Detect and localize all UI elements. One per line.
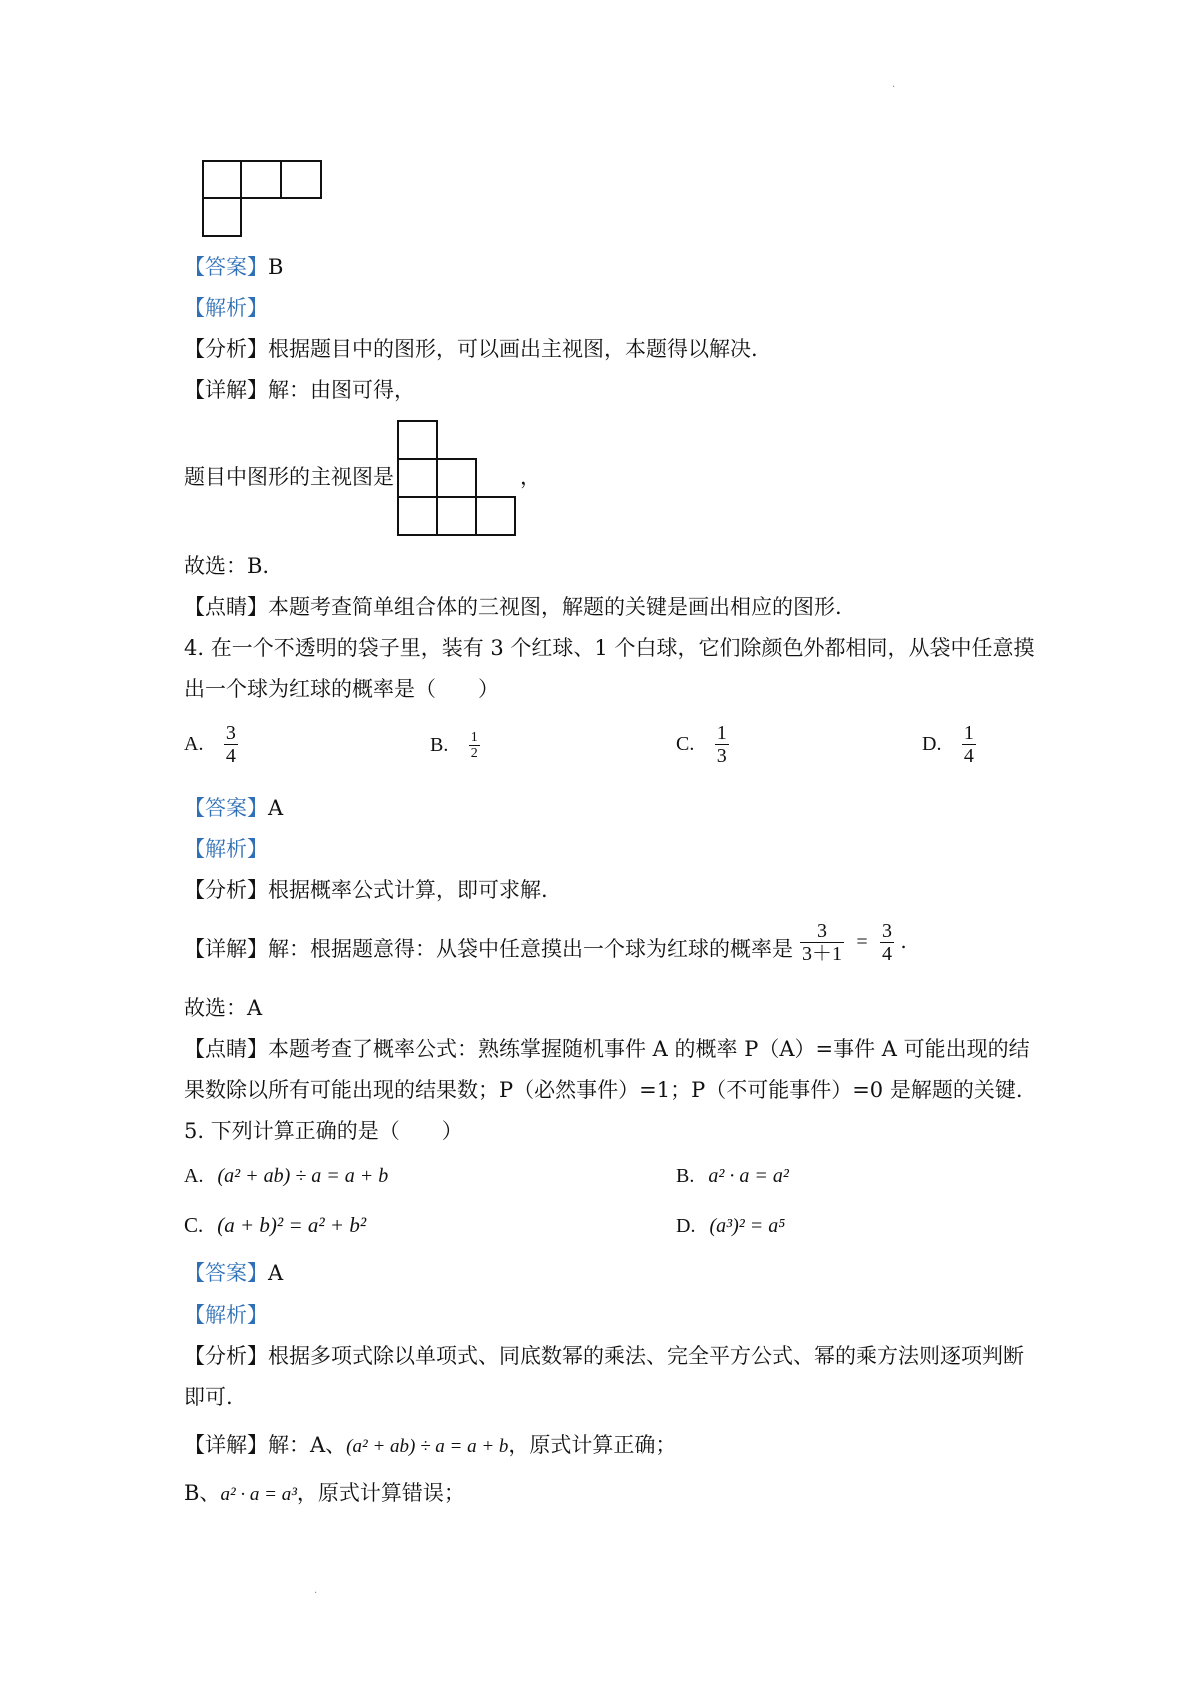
option-d-expr: (a³)² = a⁵: [709, 1215, 786, 1237]
formula-equals: =: [856, 931, 868, 953]
xiangjie-text: 解：根据题意得：从袋中任意摸出一个球为红球的概率是: [268, 937, 793, 961]
scan-dot: ·: [892, 82, 896, 93]
q5-fenxi-line2: 即可.: [184, 1385, 233, 1409]
q4-option-c: C. $\frac{1}{3}$: [676, 722, 727, 767]
main-view-figure-icon: [397, 420, 519, 536]
main-view-text: 题目中图形的主视图是: [184, 465, 394, 489]
dianjing-tag: 【点睛】: [184, 1037, 268, 1061]
q4-xiangjie-line: [184, 934, 793, 964]
q4-dianjing-line1: [184, 1034, 1030, 1064]
fenxi-tag: 【分析】: [184, 1344, 268, 1368]
fenxi-tag: 【分析】: [184, 878, 268, 902]
q3-guxuan-line: 故选：B.: [184, 554, 270, 578]
answer-tag: 【答案】: [184, 255, 268, 279]
q5-answer-line: [184, 1258, 283, 1288]
q3-dianjing-line: [184, 592, 842, 622]
q3-main-view-line: [184, 462, 394, 492]
q3-fenxi-line: [184, 334, 758, 364]
q5-option-d: D. (a³)² = a⁵: [676, 1215, 786, 1237]
option-b-fraction: $\frac{1}{2}$: [470, 730, 478, 762]
fenxi-tag: 【分析】: [184, 337, 268, 361]
answer-tag: 【答案】: [184, 1261, 268, 1285]
q5-stem-line: 5. 下列计算正确的是（ ）: [184, 1119, 463, 1143]
analysis-tag: 【解析】: [184, 1303, 268, 1327]
option-b-expr: a² · a = a²: [708, 1165, 789, 1187]
q4-xiangjie-formula: [800, 920, 907, 965]
q5-option-b: B. a² · a = a²: [676, 1165, 789, 1187]
q3-xiangjie-line: [184, 375, 415, 405]
dianjing-tag: 【点睛】: [184, 595, 268, 619]
q5-analysis-line: [184, 1300, 268, 1330]
q4-answer-line: [184, 793, 283, 823]
answer-value: B: [268, 255, 284, 279]
q5-fenxi-line1: [184, 1341, 1024, 1371]
q3-answer-line: [184, 252, 283, 282]
option-a-fraction: $\frac{3}{4}$: [225, 722, 236, 767]
q5-option-c: C. (a + b)² = a² + b²: [184, 1213, 367, 1237]
fenxi-text: 根据多项式除以单项式、同底数幂的乘法、完全平方公式、幂的乘方法则逐项判断: [268, 1344, 1024, 1368]
xiangjie-tag: 【详解】: [184, 937, 268, 961]
xiangjie-text: 解：由图可得，: [268, 378, 415, 402]
answer-value: A: [268, 1261, 284, 1285]
q4-guxuan-line: 故选：A: [184, 996, 263, 1020]
q4-dianjing-line2: 果数除以所有可能出现的结果数；P（必然事件）=1；P（不可能事件）=0 是解题的关键.: [184, 1078, 1023, 1102]
formula-fraction-1: $\frac{3}{3+1}$: [802, 920, 842, 965]
q4-fenxi-line: [184, 875, 548, 905]
option-a-expr: (a² + ab) ÷ a = a + b: [217, 1165, 389, 1187]
formula-period: .: [900, 929, 907, 953]
dianjing-text: 本题考查了概率公式：熟练掌握随机事件 A 的概率 P（A）=事件 A 可能出现的结: [268, 1037, 1030, 1061]
fenxi-text: 根据题目中的图形，可以画出主视图，本题得以解决.: [268, 337, 758, 361]
q5-option-a: A. (a² + ab) ÷ a = a + b: [184, 1165, 389, 1187]
q4-stem-line1: 4. 在一个不透明的袋子里，装有 3 个红球、1 个白球，它们除颜色外都相同，从袋中任意摸: [184, 636, 1035, 660]
q4-option-b: B. $\frac{1}{2}$: [430, 730, 478, 762]
xiangjie-tag: 【详解】: [184, 1433, 268, 1457]
xiangjie-a-expr: (a² + ab) ÷ a = a + b: [346, 1436, 509, 1457]
main-view-comma: ，: [520, 465, 541, 489]
option-c-fraction: $\frac{1}{3}$: [716, 722, 727, 767]
q3-analysis-line: [184, 293, 268, 323]
answer-tag: 【答案】: [184, 796, 268, 820]
dianjing-text: 本题考查简单组合体的三视图，解题的关键是画出相应的图形.: [268, 595, 842, 619]
option-d-fraction: $\frac{1}{4}$: [963, 722, 974, 767]
answer-value: A: [268, 796, 284, 820]
q4-analysis-line: [184, 834, 268, 864]
analysis-tag: 【解析】: [184, 296, 268, 320]
formula-fraction-2: $\frac{3}{4}$: [882, 920, 892, 965]
q5-xiangjie-a-line: 【详解】解：A、(a² + ab) ÷ a = a + b，原式计算正确；: [184, 1433, 677, 1457]
xiangjie-tag: 【详解】: [184, 378, 268, 402]
scan-dot: ·: [314, 1588, 318, 1599]
analysis-tag: 【解析】: [184, 837, 268, 861]
fenxi-text: 根据概率公式计算，即可求解.: [268, 878, 548, 902]
q4-option-d: D. $\frac{1}{4}$: [922, 722, 974, 767]
q4-stem-line2: 出一个球为红球的概率是（ ）: [184, 677, 499, 701]
net-figure-icon: [202, 160, 324, 238]
q5-xiangjie-b-line: B、a² · a = a³，原式计算错误；: [184, 1481, 465, 1505]
option-c-expr: (a + b)² = a² + b²: [217, 1213, 367, 1237]
q4-option-a: A. $\frac{3}{4}$: [184, 722, 236, 767]
xiangjie-b-expr: a² · a = a³: [220, 1484, 297, 1505]
